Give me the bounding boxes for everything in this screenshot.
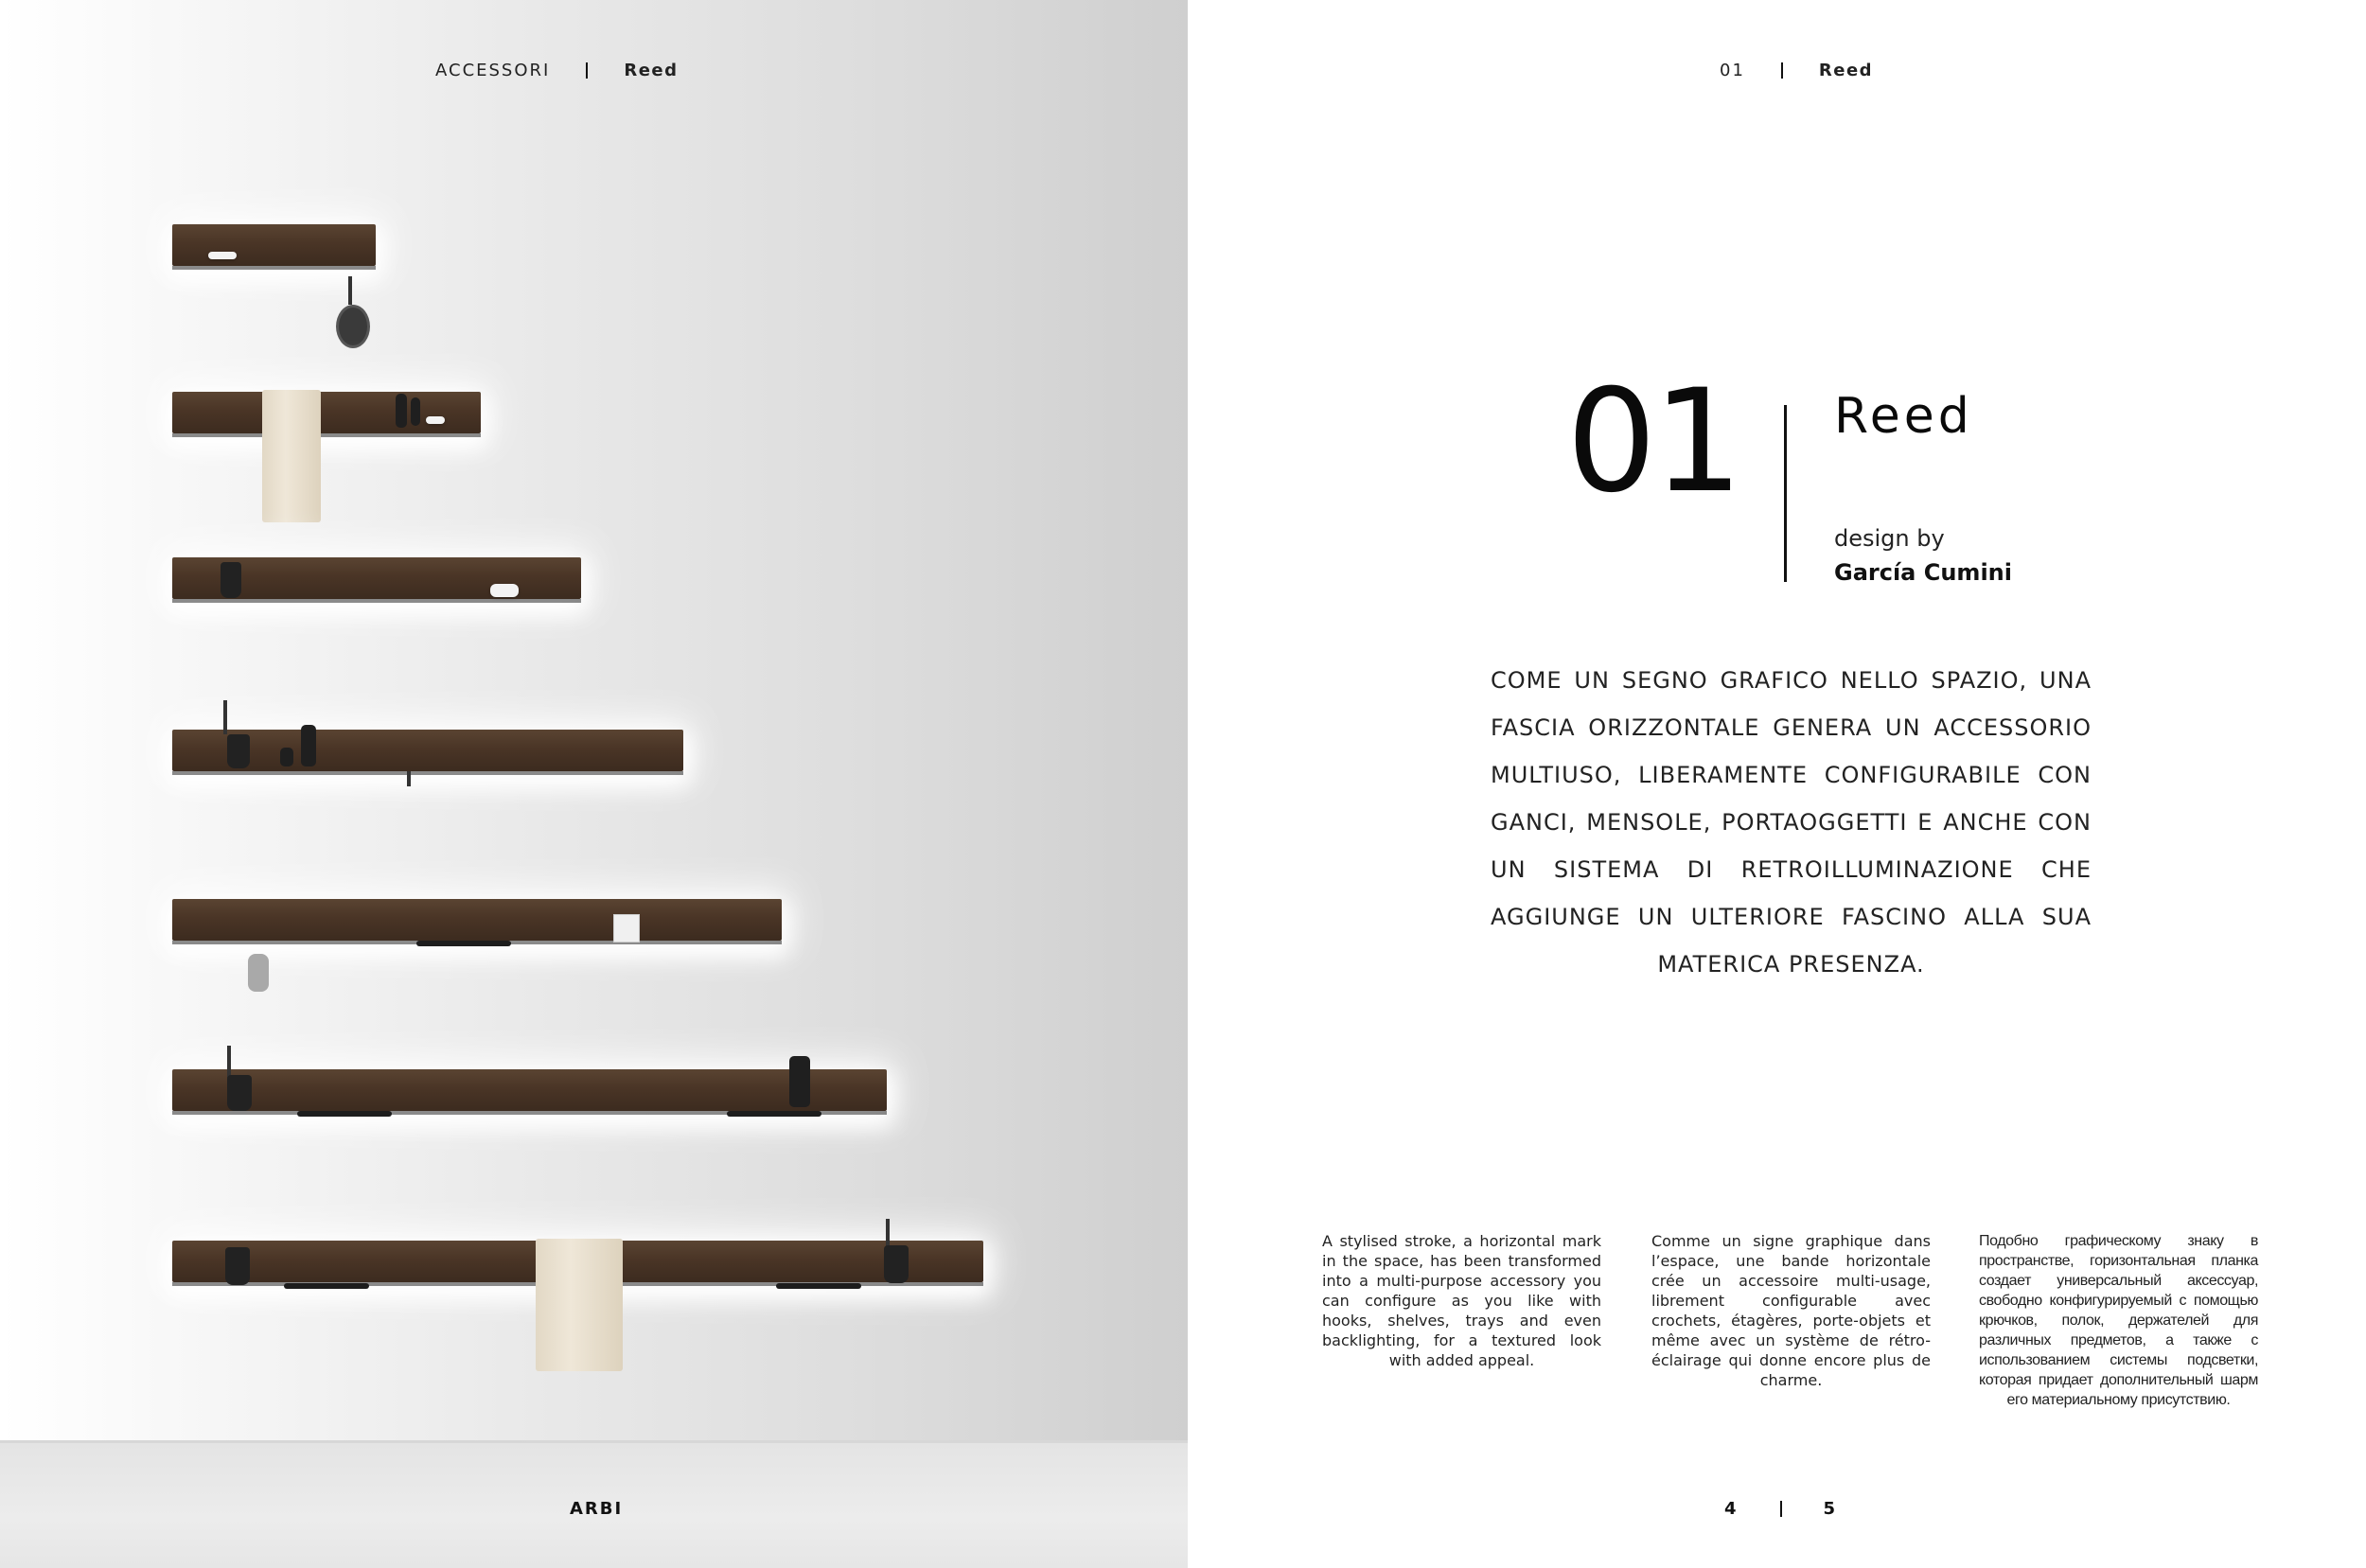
tray [284,1283,369,1289]
toothbrush [227,1046,231,1078]
product-title: Reed [1834,388,1973,445]
designer-name: García Cumini [1834,559,2012,586]
tray [776,1283,861,1289]
reed-shelf-1 [172,224,376,266]
cup [225,1247,250,1285]
hand-mirror [336,305,370,348]
product-label: Reed [1818,60,1874,80]
head-separator [1781,62,1783,79]
cup [221,562,241,598]
bottle [396,394,407,428]
reed-shelf-6 [172,1069,887,1111]
soap-bar [426,416,445,424]
page-number-separator [1780,1501,1782,1517]
section-label: ACCESSORI [435,60,551,80]
product-label: Reed [624,60,679,80]
head-separator [586,62,588,79]
towel [536,1239,623,1371]
toothbrush [223,700,227,734]
bottle [789,1056,810,1107]
bottle [411,397,420,426]
tray [416,941,511,946]
hook [407,771,411,786]
left-running-head [435,57,679,83]
holder [613,914,640,943]
hero-divider [1784,405,1787,582]
towel [262,390,321,522]
reed-shelf-5 [172,899,782,941]
design-by-label: design by [1834,525,1945,552]
brand-footer: ARBI [570,1499,624,1519]
soap-bar [490,584,519,597]
description-french: Comme un signe graphique dans l’espace, une bande horizontale crée un accessoire multi-usage, librement configurable avec crochets, étagères, porte-objets et même avec un système de rétro-éclairage qui donne encore plus de charme. [1651,1232,1931,1389]
intro-text-italian: COME UN SEGNO GRAFICO NELLO SPAZIO, UNA FASCIA ORIZZONTALE GENERA UN ACCESSORIO MULTIUSO, LIBERAMENTE CONFIGURABILE CON GANCI, MENSOLE, PORTAOGGETTI E ANCHE CON UN SISTEMA DI RETROILLUMINAZIONE CHE AGGIUNGE UN ULTERIORE FASCINO ALLA SUA MATERICA PRESENZA. [1491,667,2092,978]
cup [884,1245,909,1283]
tray [297,1111,392,1117]
cup [227,1075,252,1111]
soap-bar [208,252,237,259]
page-number-left: 4 [1724,1499,1739,1519]
description-english: A stylised stroke, a horizontal mark in the space, has been transformed into a multi-purpose accessory you can configure as you like with hooks, shelves, trays and even backlighting, for a textured look with added appeal. [1322,1232,1601,1369]
bottle [301,725,316,766]
description-russian: Подобно графическому знаку в пространстве, горизонтальная планка создает универсальный аксессуар, свободно конфигурируемый с помощью крючков, полок, держателей для различных предметов, а также с использованием системы подсветки, которая придает дополнительный шарм его материальному присутствию. [1979,1233,2258,1408]
hero-number: 01 [1566,360,1739,524]
right-running-head [1720,57,1873,83]
mirror-handle [348,276,352,305]
page-numbers [1724,1499,1837,1519]
bottle [280,748,293,766]
reed-shelf-2 [172,392,481,433]
hanging-object [248,954,269,992]
page-number-right: 5 [1823,1499,1838,1519]
chapter-number: 01 [1720,60,1745,80]
tray [727,1111,821,1117]
cup [227,734,250,768]
